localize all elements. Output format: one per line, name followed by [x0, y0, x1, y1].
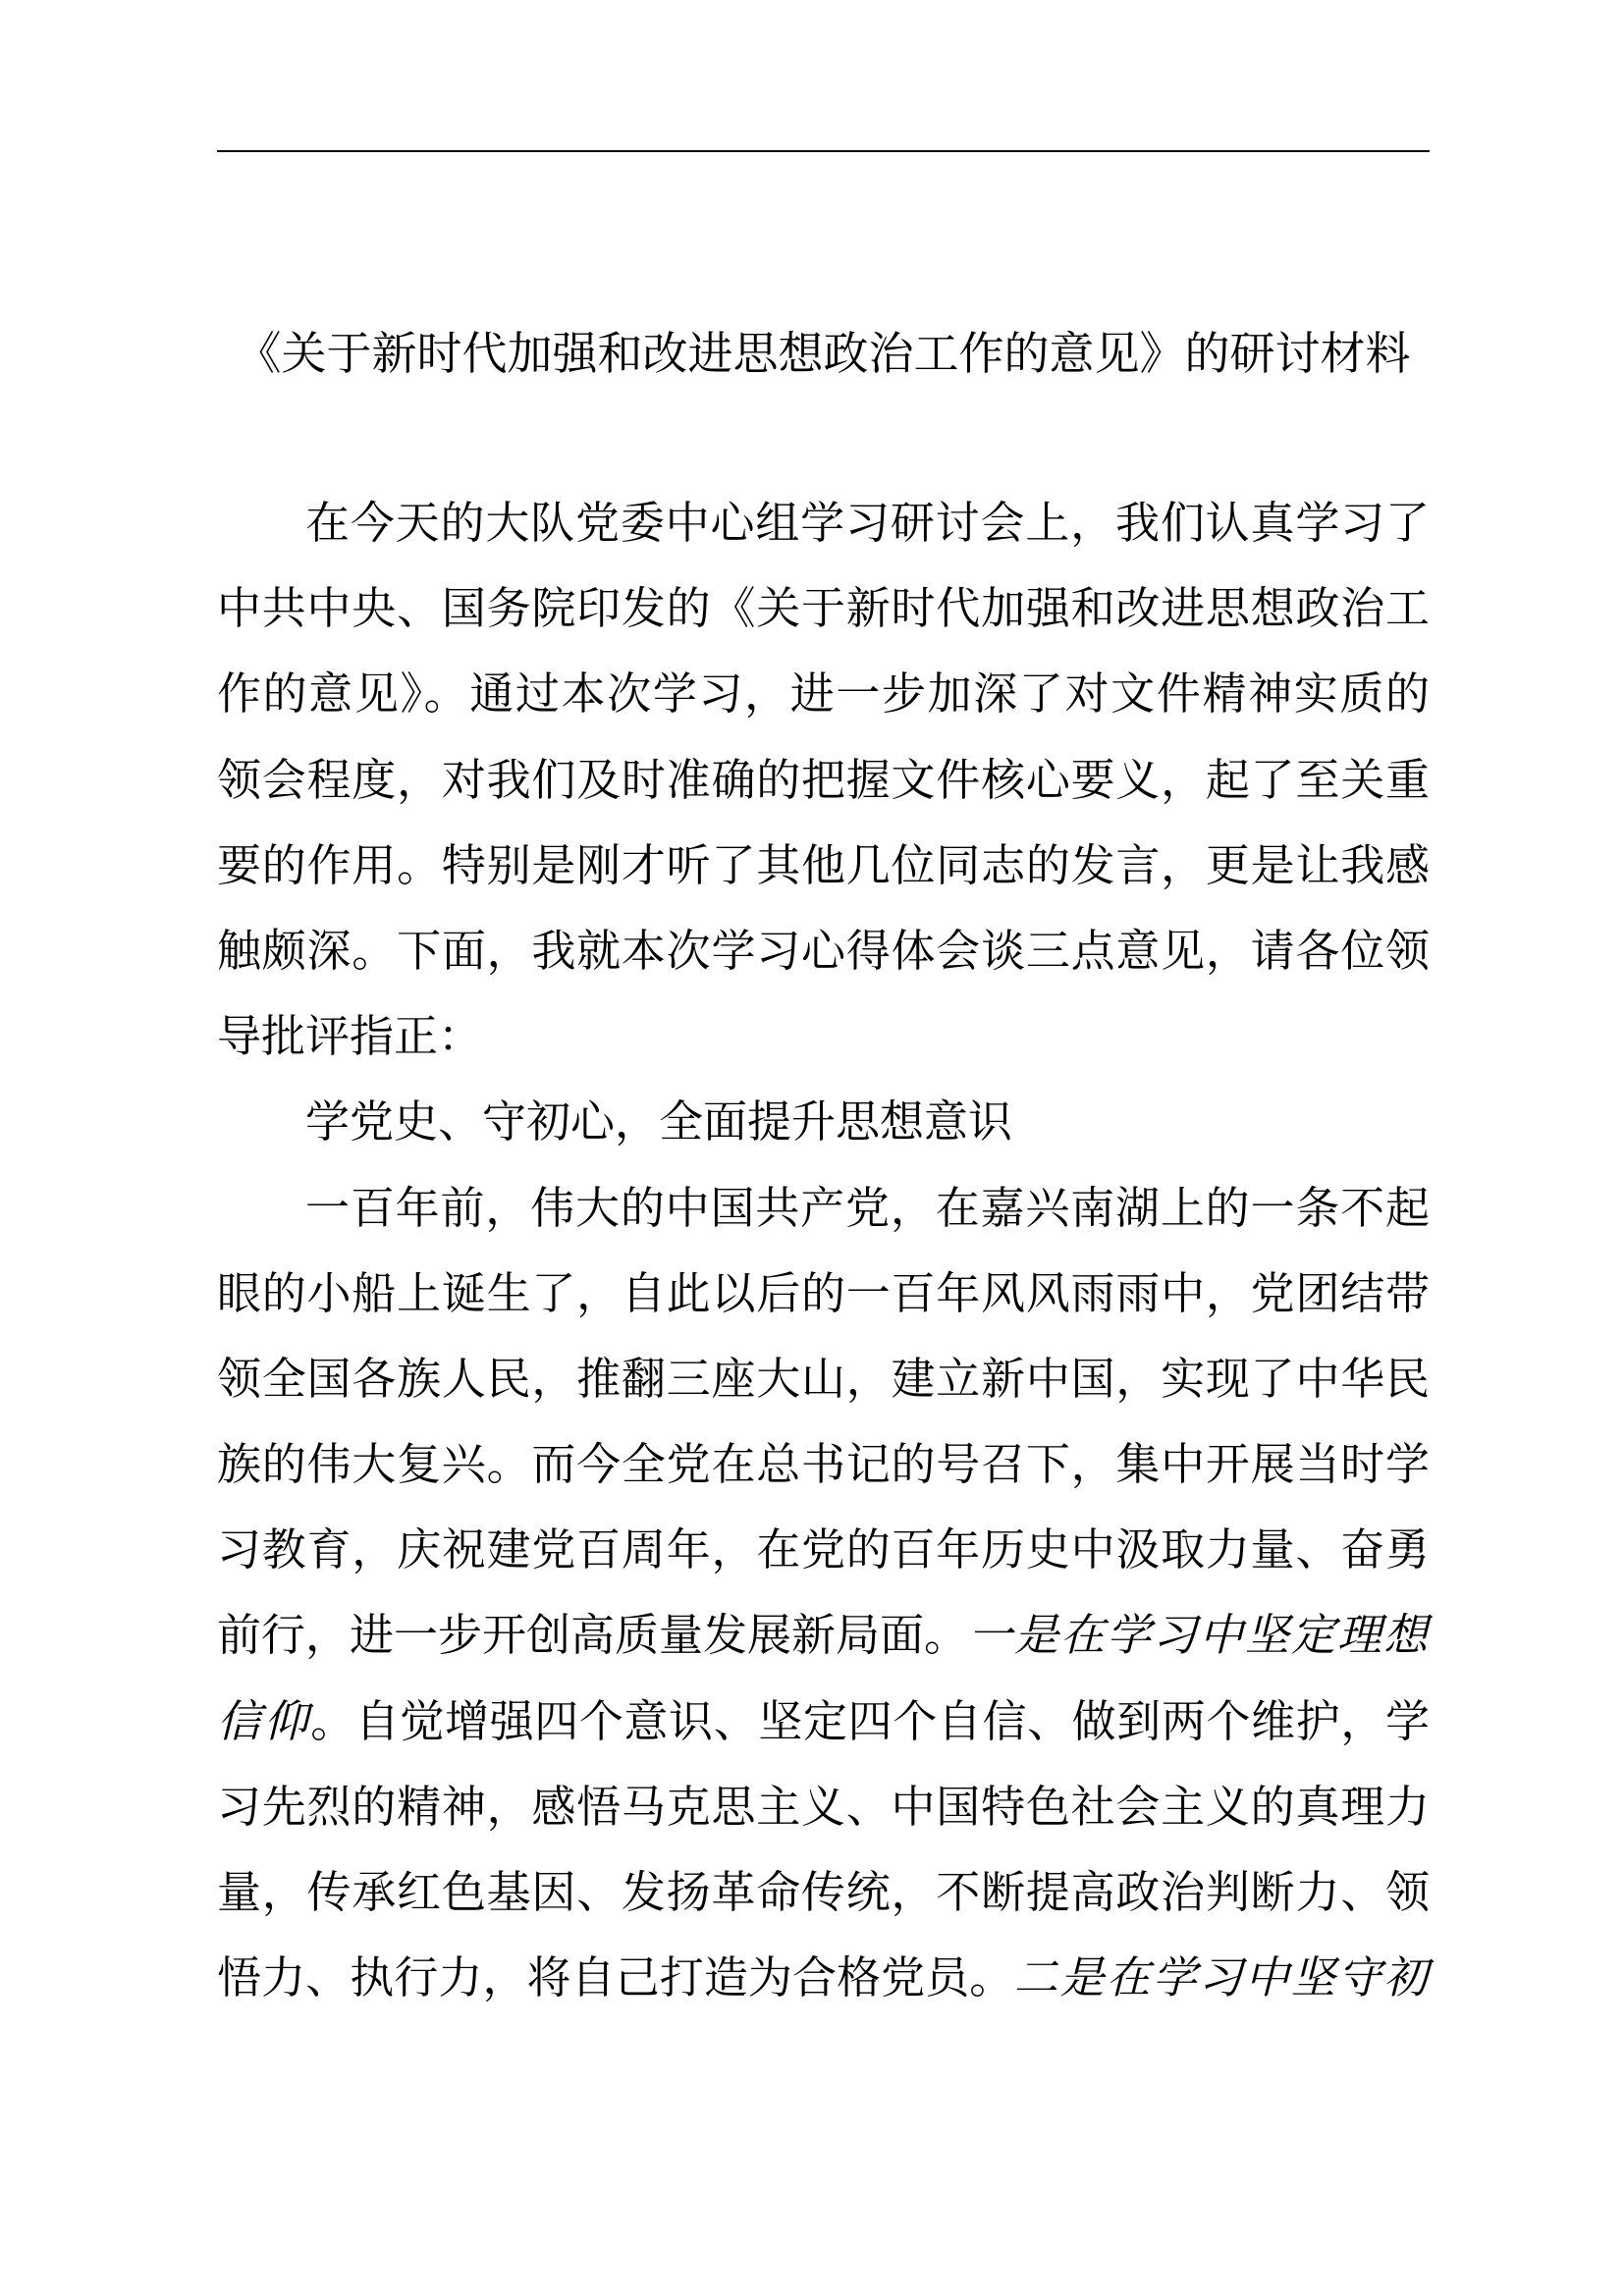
paragraph-line: 作的意见》。通过本次学习，进一步加深了对文件精神实质的	[217, 667, 1430, 721]
document-title: 《关于新时代加强和改进思想政治工作的意见》的研讨材料	[236, 327, 1411, 380]
paragraph-line: 触颇深。下面，我就本次学习心得体会谈三点意见，请各位领	[217, 924, 1430, 977]
paragraph-line: 一百年前，伟大的中国共产党，在嘉兴南湖上的一条不起	[305, 1181, 1430, 1234]
emphasis-point-one: 一是在学习中坚定理想	[968, 1609, 1431, 1662]
emphasis-point-one-cont: 信仰	[217, 1694, 311, 1747]
paragraph-line: 导批评指正：	[217, 1010, 483, 1063]
paragraph-line: 领会程度，对我们及时准确的把握文件核心要义，起了至关重	[217, 753, 1430, 806]
paragraph-line: 习教育，庆祝建党百周年，在党的百年历史中汲取力量、奋勇	[217, 1523, 1430, 1576]
section-heading: 学党史、守初心，全面提升思想意识	[305, 1095, 1013, 1148]
paragraph-line: 眼的小船上诞生了，自此以后的一百年风风雨雨中，党团结带	[217, 1266, 1430, 1319]
paragraph-line	[217, 1935, 1430, 2020]
paragraph-line-text: 。自觉增强四个意识、坚定四个自信、做到两个维护，学	[310, 1694, 1430, 1747]
paragraph-line: 量，传承红色基因、发扬革命传统，不断提高政治判断力、领	[217, 1866, 1430, 1918]
paragraph-line-text: 悟力、执行力，将自己打造为合格党员。	[217, 1951, 1014, 2004]
paragraph-line: 中共中央、国务院印发的《关于新时代加强和改进思想政治工	[217, 582, 1430, 635]
emphasis-point-two: 二是在学习中坚守初	[1013, 1951, 1430, 2004]
paragraph-line	[217, 1679, 1430, 1764]
paragraph-line: 族的伟大复兴。而今全党在总书记的号召下，集中开展当时学	[217, 1438, 1430, 1491]
header-rule	[217, 150, 1430, 152]
paragraph-line-text: 前行，进一步开创高质量发展新局面。	[217, 1609, 969, 1662]
paragraph-line: 习先烈的精神，感悟马克思主义、中国特色社会主义的真理力	[217, 1780, 1430, 1833]
paragraph-line: 要的作用。特别是刚才听了其他几位同志的发言，更是让我感	[217, 838, 1430, 891]
paragraph-line: 在今天的大队党委中心组学习研讨会上，我们认真学习了	[305, 497, 1430, 549]
paragraph-line	[217, 1592, 1430, 1678]
paragraph-line: 领全国各族人民，推翻三座大山，建立新中国，实现了中华民	[217, 1352, 1430, 1405]
document-body	[217, 480, 1430, 2020]
